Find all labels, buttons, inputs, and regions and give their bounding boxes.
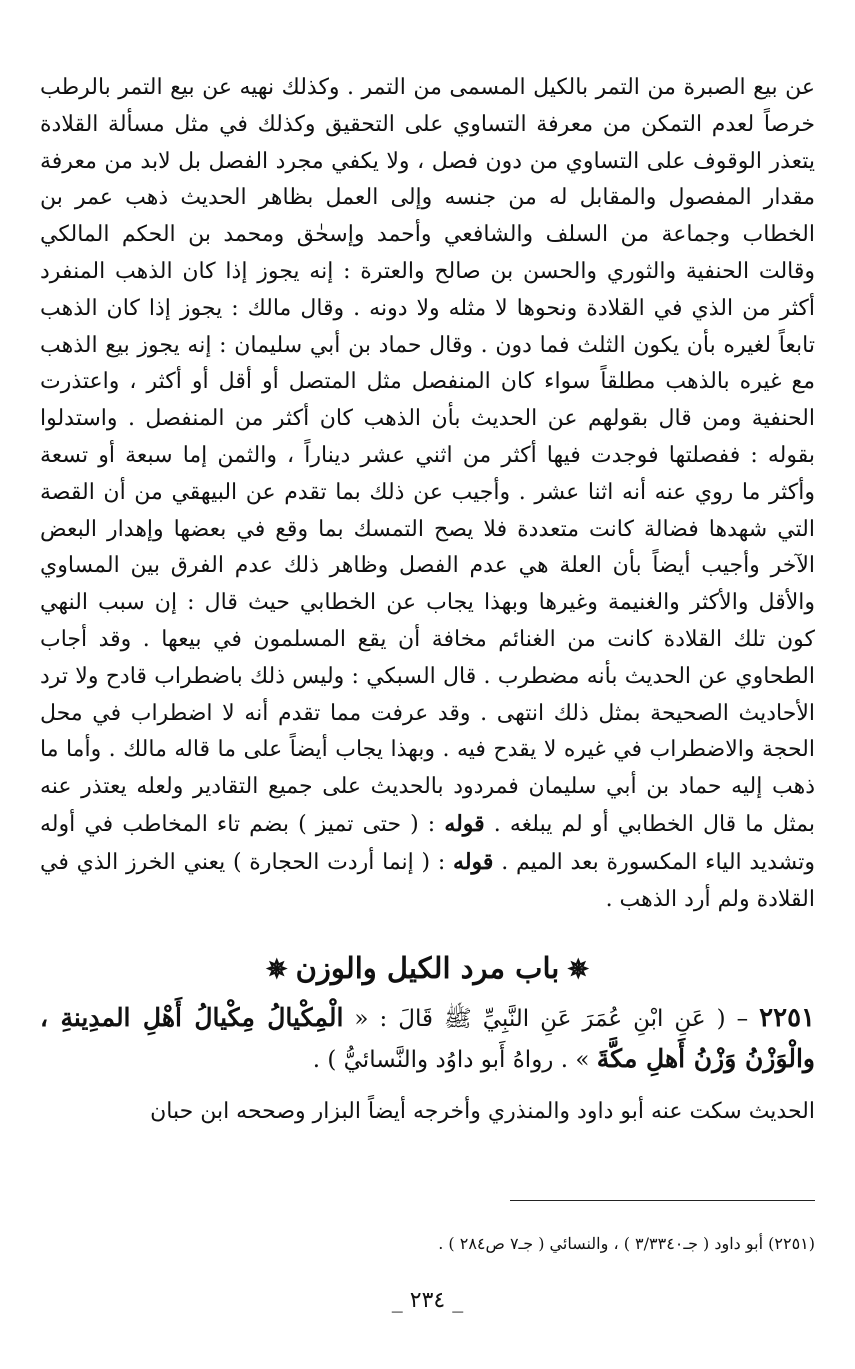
commentary-continuation: الحديث سكت عنه أبو داود والمنذري وأخرجه أيضاً البزار وصححه ابن حبان <box>150 1099 815 1125</box>
commentary-main: عن بيع الصبرة من التمر بالكيل المسمى من التمر . وكذلك نهيه عن بيع التمر بالرطب خرصاً لعدم التمكن من معرفة التساوي على التحقيق وكذلك في مثل مسألة القلادة يتعذر الوقوف على التساوي من دون فصل ، ولا يكفي مجرد الفصل بل لابد من معرفة مقدار المفصول والمقابل له من جنسه وإلى العمل بظاهر الحديث ذهب عمر بن الخطاب وجماعة من السلف والشافعي وأحمد وإسحٰق ومحمد بن الحكم المالكي وقالت الحنفية والثوري والحسن بن صالح والعترة : إنه يجوز إذا كان الذهب المنفرد أكثر من الذي في القلادة ونحوها لا مثله ولا دونه . وقال مالك : يجوز إذا كان الذهب تابعاً لغيره بأن يكون الثلث فما دون . وقال حماد بن أبي سليمان : إنه يجوز بيع الذهب مع غيره بالذهب مطلقاً سواء كان المنفصل مثل المتصل أو أقل أو أكثر ، واعتذرت الحنفية ومن قال بقولهم عن الحديث بأن الذهب كان أكثر من المنفصل . واستدلوا بقوله : ففصلتها فوجدت فيها أكثر من اثني عشر ديناراً ، والثمن إما سبعة أو تسعة وأكثر ما روي عنه أنه اثنا عشر . وأجيب عن ذلك بما تقدم عن البيهقي من أن القصة التي شهدها فضالة كانت متعددة فلا يصح التمسك بما وقع في بعضها وإهدار البعض الآخر وأجيب أيضاً بأن العلة هي عدم الفصل وظاهر ذلك عدم الفرق بين المساوي والأقل والأكثر والغنيمة وغيرها وبهذا يجاب عن الخطابي حيث قال : إن سبب النهي كون تلك القلادة كانت من الغنائم مخافة أن يقع المسلمون في بيعها . وقد أجاب الطحاوي عن الحديث بأنه مضطرب . قال السبكي : وليس ذلك باضطراب قادح ولا ترد الأحاديث الصحيحة بمثل ذلك انتهى . وقد عرفت مما تقدم أنه لا اضطراب في محل الحجة والاضطراب في غيره لا يقدح فيه . وبهذا يجاب أيضاً على ما قاله مالك . وأما ما ذهب إليه حماد بن أبي سليمان فمردود بالحديث على جميع التقادير ولعله يعتذر عنه بمثل ما قال الخطابي أو لم يبلغه . <box>40 75 815 837</box>
hadith-matn: الْمِكْيالُ مِكْيالُ أَهْلِ المدِينةِ ، والْوَزْنُ وَزْنُ أَهلِ مكَّةَ <box>40 1003 815 1074</box>
hadith-outro: » . رواهُ أَبو داوُد والنَّسائيُّ ) . <box>312 1047 597 1074</box>
star-ornament-icon: ✵ <box>567 955 590 986</box>
commentary-paragraph <box>40 70 815 918</box>
commentary-gloss-2: : ( إنما أردت الحجارة ) يعني الخرز الذي في القلادة ولم أرد الذهب . <box>40 849 815 912</box>
page <box>40 70 815 1349</box>
keyword-qawluhu-1: قوله <box>444 810 485 837</box>
hadith-intro: – ( عَنِ ابْنِ عُمَرَ عَنِ النَّبِيِّ ﷺ قَالَ : « <box>343 1006 760 1033</box>
commentary-text <box>40 70 815 918</box>
chapter-heading <box>40 946 815 992</box>
commentary-gloss-1: : ( حتى تميز ) بضم تاء المخاطب في أوله وتشديد الياء المكسورة بعد الميم . <box>40 811 815 875</box>
chapter-title: باب مرد الكيل والوزن <box>295 951 560 986</box>
footnote-divider <box>510 1200 815 1201</box>
footnote: (٢٢٥١) أبو داود ( جـ٣/٣٣٤٠ ) ، والنسائي ( جـ٧ ص٢٨٤ ) . <box>438 1234 815 1253</box>
keyword-qawluhu-2: قوله <box>453 848 494 875</box>
page-number: _ ٢٣٤ _ <box>391 1288 464 1313</box>
hadith-text <box>40 998 815 1080</box>
hadith-number: ٢٢٥١ <box>759 1003 815 1034</box>
star-ornament-icon: ✵ <box>265 955 288 986</box>
